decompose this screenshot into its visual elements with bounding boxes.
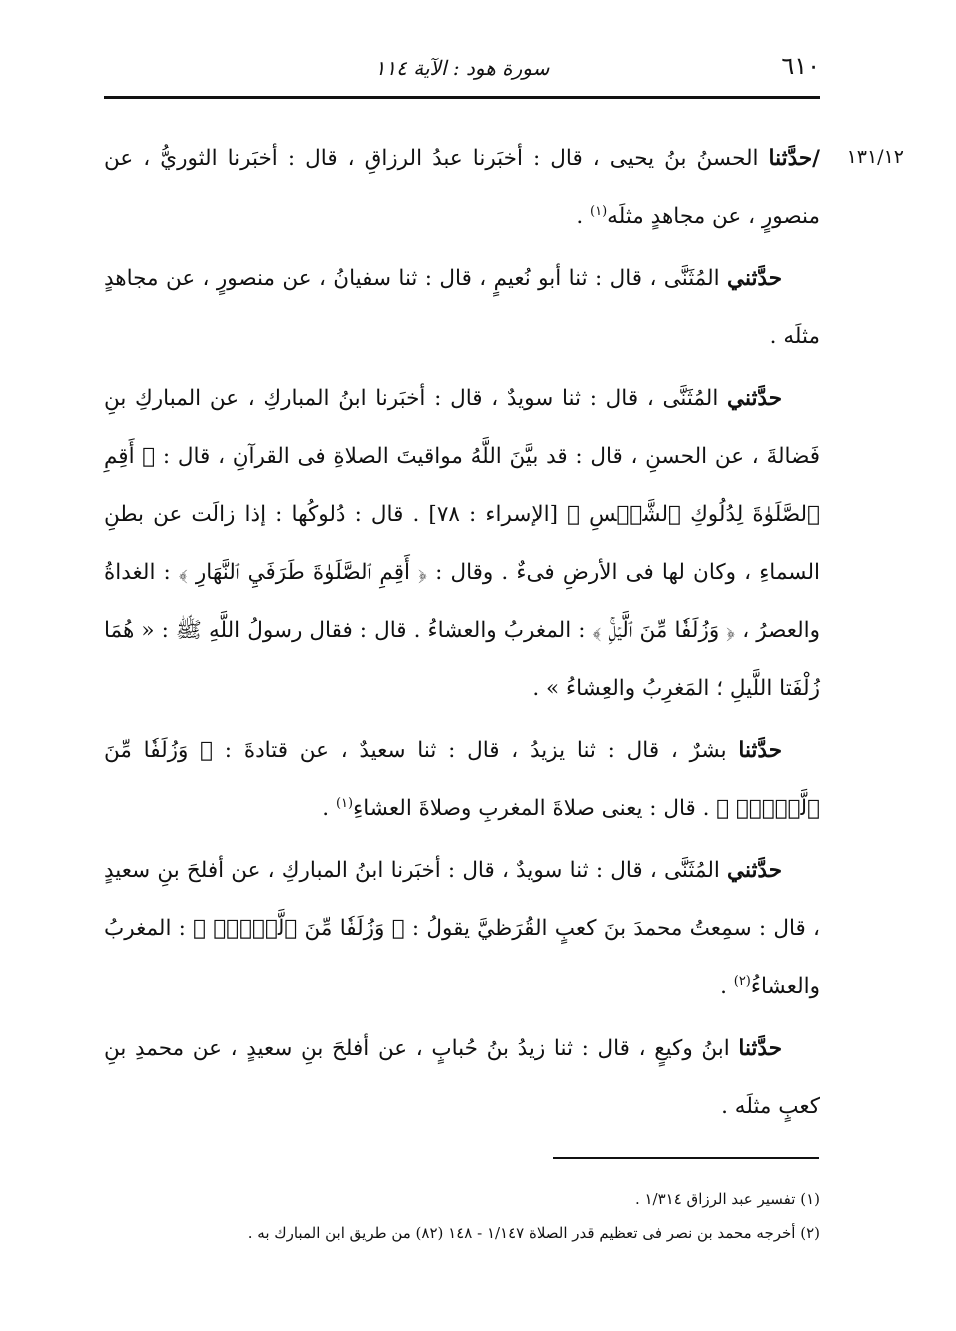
footnote: (١) تفسير عبد الرزاق ١/٣١٤ .	[634, 1190, 820, 1208]
paragraph	[104, 370, 820, 718]
paragraph-lead: /حدَّثنا	[768, 146, 820, 171]
paragraph-lead: حدَّثني	[727, 858, 782, 883]
paragraph-text: المُثَنَّى ، قال : ثنا أبو نُعيمٍ ، قال : ثنا سفيانُ ، عن منصورٍ ، عن مجاهدٍ مثلَه .	[104, 266, 820, 349]
paragraph-lead: حدَّثنا	[738, 1036, 782, 1061]
paragraph-text: المُثَنَّى ، قال : ثنا سويدٌ ، قال : أخبَرنا ابنُ المباركِ ، عن أفلحَ بنِ سعيدٍ ، قال : سمِعتُ محمدَ بنَ كعبٍ القُرَظيَّ يقولُ : ﴿ وَزُلَفٗا مِّنَ ٱلَّيۡلِۚ ﴾ : المغربُ والعشاءُ	[104, 858, 820, 999]
header-rule	[104, 96, 820, 99]
footnote-marker: (٢)	[733, 973, 751, 989]
paragraph-lead: حدَّثنا	[738, 738, 782, 763]
paragraph-text: الحسنُ بنُ يحيى ، قال : أخبَرنا عبدُ الرزاقِ ، قال : أخبَرنا الثوريُّ ، عن منصورٍ ، عن مجاهدٍ مثلَه	[104, 146, 820, 229]
paragraph	[104, 722, 820, 838]
paragraph	[104, 842, 820, 1016]
paragraph	[104, 250, 820, 366]
footnote-marker: (١)	[335, 795, 354, 811]
page-number: ٦١٠	[781, 52, 820, 80]
margin-reference: ١٣١/١٢	[846, 146, 904, 168]
running-title: سورة هود : الآية ١١٤	[374, 56, 550, 80]
footnote: (٢) أخرجه محمد بن نصر فى تعظيم قدر الصلاة ١/١٤٧ - ١٤٨ (٨٢) من طريق ابن المبارك به .	[247, 1224, 820, 1242]
footnote-rule	[553, 1157, 819, 1159]
paragraph-lead: حدَّثني	[727, 386, 782, 411]
paragraph-text: بشرٌ ، قال : ثنا يزيدُ ، قال : ثنا سعيدٌ ، عن قتادةَ : ﴿ وَزُلَفٗا مِّنَ ٱلَّيۡلِۚ ﴾ . قال : يعنى صلاةَ المغربِ وصلاةَ العشاءِ	[104, 738, 820, 821]
paragraph-text: المُثَنَّى ، قال : ثنا سويدٌ ، قال : أخبَرنا ابنُ المباركِ ، عن المباركِ بنِ فَضالةَ ، عن الحسنِ ، قال : قد بيَّنَ اللَّهُ مواقيتَ الصلاةِ فى القرآنِ ، قال : ﴿ أَقِمِ ٱلصَّلَوٰةَ لِدُلُوكِ ٱلشَّمۡسِ ﴾ [الإسراء : ٧٨] . قال : دُلوكُها : إذا زالَت عن بطنِ السماءِ ، وكان لها فى الأرضِ فىءٌ . وقال : ﴿ أَقِمِ ٱلصَّلَوٰةَ طَرَفَيِ ٱلنَّهَارِ ﴾ : الغداةُ والعصرُ ، ﴿ وَزُلَفٗا مِّنَ ٱلَّيۡلِۚ ﴾ : المغربُ والعشاءُ . قال : فقال رسولُ اللَّهِ ﷺ : « هُمَا زُلْفَتا اللَّيلِ ؛ المَغرِبُ والعِشاءُ » .	[104, 386, 820, 701]
paragraph	[104, 130, 820, 246]
paragraph	[104, 1020, 820, 1136]
paragraph-tail: .	[720, 974, 734, 999]
paragraph-lead: حدَّثني	[727, 266, 782, 291]
paragraph-tail: .	[576, 204, 591, 229]
paragraph-tail: .	[322, 796, 336, 821]
page-header	[104, 50, 820, 90]
main-text	[104, 130, 820, 1140]
footnotes	[104, 1182, 820, 1250]
footnote-marker: (١)	[590, 203, 608, 219]
paragraph-text: ابنُ وكيعٍ ، قال : ثنا زيدُ بنُ حُبابٍ ، عن أفلحَ بنِ سعيدٍ ، عن محمدِ بنِ كعبٍ مثلَه .	[104, 1036, 820, 1119]
